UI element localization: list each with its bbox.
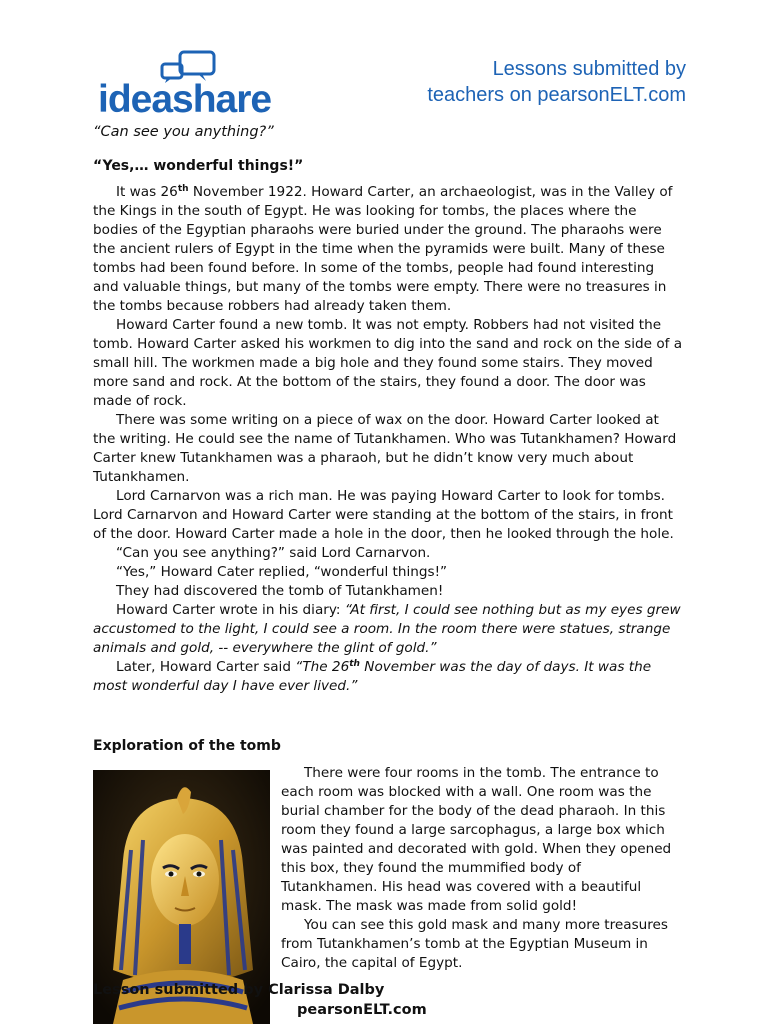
paragraph-text: Howard Carter wrote in his diary: xyxy=(116,602,345,618)
paragraph-text: It was 26 xyxy=(116,184,178,200)
ordinal-suffix: th xyxy=(177,184,189,194)
tagline-line-2[interactable]: teachers on pearsonELT.com xyxy=(427,84,686,106)
footer-credit: Lesson submitted by Clarissa Dalby xyxy=(93,982,385,998)
title-quote-question: “Can see you anything?” xyxy=(93,124,274,140)
article-paragraph: “Yes,” Howard Cater replied, “wonderful things!” xyxy=(116,564,448,580)
page-header xyxy=(0,0,768,124)
header-tagline xyxy=(427,56,686,108)
ideashare-logo[interactable] xyxy=(98,50,298,120)
paragraph-text: November 1922. Howard Carter, an archaeologist, was in the Valley of the Kings in the south of Egypt. He was looking for tombs, the places where the bodies of the Egyptian pharaohs were buried under the ground. The pharaohs were the ancient rulers of Egypt in the time when the pyramids were built. Many of these tombs had been found before. In some of the tombs, people had found interesting and valuable things, but many of the tombs were empty. There were no treasures in the tombs because robbers had already taken them. xyxy=(93,184,673,314)
footer-site-link[interactable]: pearsonELT.com xyxy=(297,1002,427,1018)
ordinal-suffix: th xyxy=(349,659,360,669)
tagline-line-1: Lessons submitted by xyxy=(492,58,686,80)
article-paragraph: There was some writing on a piece of wax on the door. Howard Carter looked at the writing. He could see the name of Tutankhamen. Who was Tutankhamen? Howard Carter knew Tutankhamen was a pharaoh, but he didn’t know very much about Tutankhamen. xyxy=(93,412,677,485)
title-quote-answer: “Yes,… wonderful things!” xyxy=(93,158,304,174)
paragraph-text: Later, Howard Carter said xyxy=(116,659,296,675)
article-body xyxy=(93,183,683,696)
article-paragraph xyxy=(93,601,683,658)
article-paragraph: Lord Carnarvon was a rich man. He was paying Howard Carter to look for tombs. Lord Carnarvon and Howard Carter were standing at the bottom of the stairs, in front of the door. Howard Carter made a hole in the door, then he looked through the hole. xyxy=(93,488,674,542)
logo-word-idea: idea xyxy=(98,78,173,121)
article-paragraph xyxy=(93,183,683,316)
tomb-paragraph: There were four rooms in the tomb. The entrance to each room was blocked with a wall. One room was the burial chamber for the body of the dead pharaoh. In this room they found a large sarcophagus, a large box which was painted and decorated with gold. When they opened this box, they found the mummified body of Tutankhamen. His head was covered with a beautiful mask. The mask was made from solid gold! xyxy=(281,765,672,914)
quote-text: November was the day of days. It was the most wonderful day I have ever lived.” xyxy=(93,659,652,694)
article-paragraph: They had discovered the tomb of Tutankhamen! xyxy=(116,583,444,599)
quote-text: “The 26 xyxy=(295,659,350,675)
logo-word-share: share xyxy=(172,78,272,121)
tomb-section-body xyxy=(281,764,681,973)
article-paragraph: “Can you see anything?” said Lord Carnarvon. xyxy=(116,545,431,561)
article-paragraph: Howard Carter found a new tomb. It was not empty. Robbers had not visited the tomb. Howard Carter asked his workmen to dig into the sand and rock on the side of a small hill. The workmen made a big hole and they found some stairs. They moved more sand and rock. At the bottom of the stairs, they found a door. The door was made of rock. xyxy=(93,317,683,409)
diary-quote: “At first, I could see nothing but as my eyes grew accustomed to the light, I could see a room. In the room there were statues, strange animals and gold, -- everywhere the glint of gold.” xyxy=(93,602,681,656)
section-heading: Exploration of the tomb xyxy=(93,738,281,754)
page-footer xyxy=(0,982,768,1024)
logo-wordmark xyxy=(98,80,271,120)
article-paragraph xyxy=(93,658,683,696)
tomb-paragraph: You can see this gold mask and many more treasures from Tutankhamen’s tomb at the Egyptian Museum in Cairo, the capital of Egypt. xyxy=(281,917,668,971)
